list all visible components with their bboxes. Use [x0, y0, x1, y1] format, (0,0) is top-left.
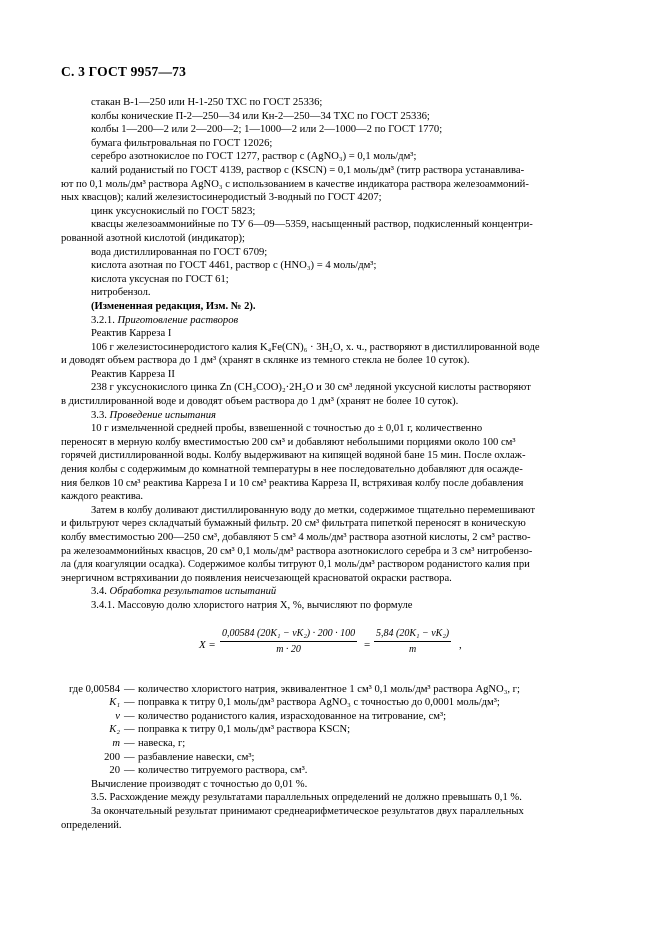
formula-denominator: m · 20 — [276, 644, 301, 656]
paragraph-line: каждого реактива. — [61, 491, 144, 503]
definition-dash: — — [124, 765, 135, 777]
definition-symbol: v — [115, 710, 120, 722]
definition-text: количество хлористого натрия, эквивалентное 1 см³ 0,1 моль/дм³ раствора AgNO₃, г; — [138, 683, 520, 695]
definition-text: поправка к титру 0,1 моль/дм³ раствора AgNO₃ с точностью до 0,0001 моль/дм³; — [138, 697, 500, 709]
section-heading-3-4 — [91, 585, 601, 599]
definition-dash: — — [124, 737, 135, 749]
where-label: где — [68, 683, 83, 695]
definition-text: количество роданистого калия, израсходованное на титрование, см³; — [138, 710, 447, 722]
reagent-title: Реактив Карреза I — [91, 328, 172, 340]
formula-fraction-2 — [374, 627, 451, 657]
section-number: 3.3. — [91, 409, 107, 421]
list-item: кислота азотная по ГОСТ 4461, раствор c (HNO₃) = 4 моль/дм³; — [91, 260, 377, 272]
paragraph-line: 106 г железистосинеродистого калия K₄Fe(CN)₆ · 3H₂O, х. ч., растворяют в дистиллированной воде — [91, 341, 540, 353]
formula-fraction-1 — [220, 627, 357, 657]
definition-symbol: 20 — [109, 765, 120, 777]
section-heading-3-2-1 — [91, 314, 601, 328]
definition-row — [61, 764, 601, 778]
paragraph-line: колбу вместимостью 200—250 см³, добавляют 5 см³ 4 моль/дм³ раствора азотной кислоты, 2 см³ раство- — [61, 532, 531, 543]
list-item: колбы 1—200—2 или 2—200—2; 1—1000—2 или 2—1000—2 по ГОСТ 1770; — [91, 124, 443, 136]
definition-text: навеска, г; — [138, 737, 186, 749]
definition-text: количество титруемого раствора, см³. — [138, 765, 308, 777]
formula-numerator: 5,84 (20K₁ − vK₂) — [374, 627, 451, 643]
definition-row — [61, 737, 601, 751]
paragraph-line: 238 г уксуснокислого цинка Zn (CH₃COO)₂·2H₂O и 30 см³ ледяной уксусной кислоты растворяют — [91, 382, 531, 394]
definition-symbol: K₁ — [109, 697, 120, 709]
section-title: Приготовление растворов — [117, 314, 239, 326]
paragraph-line: горячей дистиллированной воды. Колбу выдерживают на кипящей водяной бане 15 мин. После охлаж- — [61, 450, 526, 462]
page-header: С. 3 ГОСТ 9957—73 — [61, 64, 187, 79]
reagent-title: Реактив Карреза II — [91, 368, 175, 380]
paragraph-line: и доводят объем раствора до 1 дм³ (хранят в склянке из темного стекла не более 10 суток). — [61, 355, 470, 367]
section-number: 3.4. — [91, 586, 107, 598]
definition-symbol: m — [112, 737, 120, 749]
formula-denominator: m — [408, 644, 417, 656]
paragraph-line: энергичном встряхивании до появления неисчезающей красноватой окраски раствора. — [61, 572, 452, 584]
paragraph-line: определений. — [61, 819, 122, 831]
definition-row — [61, 696, 601, 710]
section-title: Проведение испытания — [109, 409, 216, 421]
section-heading-3-3 — [91, 409, 601, 423]
definition-text: поправка к титру 0,1 моль/дм³ раствора KSCN; — [138, 724, 351, 736]
list-item: колбы конические П-2—250—34 или Кн-2—250—34 ТХС по ГОСТ 25336; — [91, 110, 430, 122]
section-number: 3.2.1. — [91, 314, 115, 326]
definition-dash: — — [124, 724, 135, 736]
definition-symbol: где 0,00584 — [68, 683, 120, 695]
definition-row — [61, 710, 601, 724]
section-title: Обработка результатов испытаний — [109, 586, 277, 598]
formula-equals: = — [364, 638, 371, 651]
definition-symbol: K₂ — [109, 724, 120, 736]
paragraph-line: 3.5. Расхождение между результатами параллельных определений не должно превышать 0,1 %. — [91, 792, 522, 804]
paragraph-line: ла (для коагуляции осадка). Содержимое колбы титруют 0,1 моль/дм³ раствором роданистого калия при — [61, 559, 530, 571]
document-body — [61, 96, 601, 832]
list-item: стакан В-1—250 или Н-1-250 ТХС по ГОСТ 25336; — [91, 97, 323, 108]
definition-row — [61, 751, 601, 765]
paragraph-line: ра железоаммонийных квасцов, 20 см³ 0,1 моль/дм³ раствора азотнокислого серебра и 3 см³ нитробензо- — [61, 545, 533, 557]
definition-text: разбавление навески, см³; — [138, 751, 255, 763]
paragraph-line: переносят в мерную колбу вместимостью 200 см³ и добавляют небольшими порциями около 100 см³ — [61, 436, 516, 448]
list-item: кислота уксусная по ГОСТ 61; — [91, 273, 229, 285]
list-item: вода дистиллированная по ГОСТ 6709; — [91, 246, 268, 258]
list-item: квасцы железоаммонийные по ТУ 6—09—5359, насыщенный раствор, подкисленный концентри- — [91, 219, 533, 231]
paragraph-line: Затем в колбу доливают дистиллированную воду до метки, содержимое тщательно перемешивают — [91, 504, 535, 516]
paragraph-line: 3.4.1. Массовую долю хлористого натрия X, %, вычисляют по формуле — [91, 599, 413, 611]
formula-equals: = — [209, 638, 216, 651]
list-item: нитробензол. — [91, 287, 151, 299]
paragraph-line: За окончательный результат принимают среднеарифметическое результатов двух параллельных — [91, 805, 524, 817]
definition-dash: — — [124, 683, 135, 695]
list-item: ных квасцов); калий железистосинеродистый 3-водный по ГОСТ 4207; — [61, 192, 382, 204]
formula-lhs: X — [199, 638, 206, 651]
definition-row — [61, 723, 601, 737]
list-item: цинк уксуснокислый по ГОСТ 5823; — [91, 205, 256, 217]
paragraph-line: 10 г измельченной средней пробы, взвешенной с точностью до ± 0,01 г, количественно — [91, 423, 483, 435]
paragraph-line: и фильтруют через складчатый бумажный фильтр. 20 см³ фильтрата пипеткой переносят в коническую — [61, 518, 526, 530]
paragraph-line: Вычисление производят с точностью до 0,01 %. — [91, 778, 308, 790]
list-item: калий роданистый по ГОСТ 4139, раствор c (KSCN) = 0,1 моль/дм³ (титр раствора устанавлива- — [91, 164, 525, 176]
paragraph-line: дения колбы с содержимым до комнатной температуры в нее последовательно добавляют для осажде- — [61, 464, 523, 476]
formula-numerator: 0,00584 (20K₁ − vK₂) · 200 · 100 — [220, 627, 357, 643]
list-item: бумага фильтровальная по ГОСТ 12026; — [91, 137, 273, 149]
formula — [91, 627, 601, 669]
definition-dash: — — [124, 710, 135, 722]
list-item: серебро азотнокислое по ГОСТ 1277, раствор c (AgNO₃) = 0,1 моль/дм³; — [91, 151, 417, 163]
list-item: рованной азотной кислотой (индикатор); — [61, 232, 245, 244]
paragraph-line: в дистиллированной воде и доводят объем раствора до 1 дм³ (хранят не более 10 суток). — [61, 396, 459, 408]
definition-symbol: 200 — [104, 751, 120, 763]
definitions-list — [61, 683, 601, 778]
definition-dash: — — [124, 751, 135, 763]
formula-comma: , — [459, 638, 462, 651]
list-item: ют по 0,1 моль/дм³ раствора AgNO₃ с использованием в качестве индикатора раствора железоаммоний- — [61, 178, 529, 190]
paragraph-line: ния белков 10 см³ реактива Карреза I и 10 см³ реактива Карреза II, встряхивая колбу после добавления — [61, 477, 524, 489]
definition-row — [61, 683, 601, 697]
edit-note: (Измененная редакция, Изм. № 2). — [91, 300, 256, 312]
definition-dash: — — [124, 697, 135, 709]
